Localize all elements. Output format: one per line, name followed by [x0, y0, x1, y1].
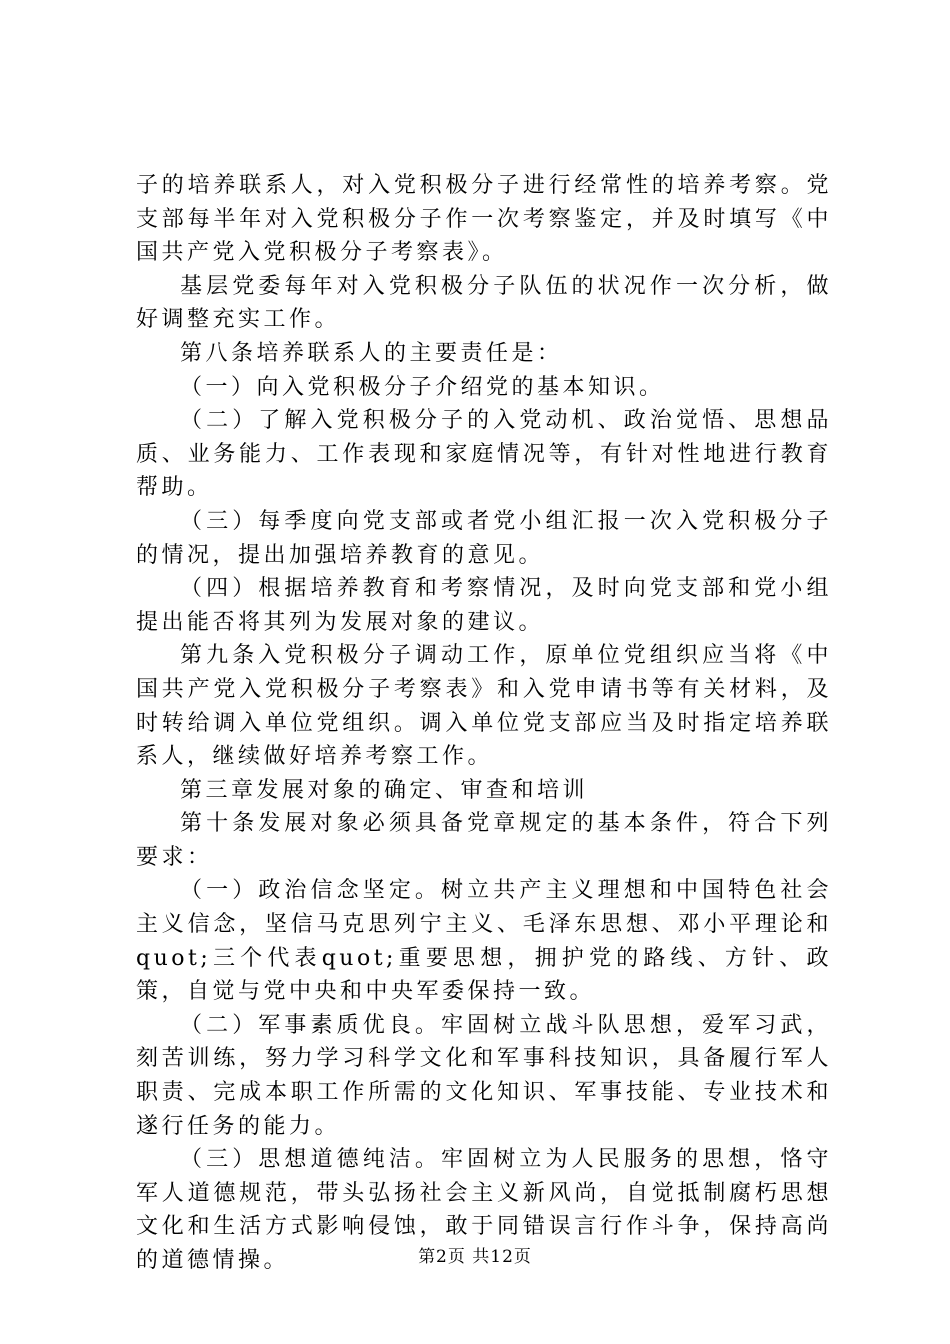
paragraph: 基层党委每年对入党积极分子队伍的状况作一次分析，做好调整充实工作。: [136, 273, 832, 333]
paragraph: （三）每季度向党支部或者党小组汇报一次入党积极分子的情况，提出加强培养教育的意见。: [136, 508, 832, 568]
document-body: [136, 169, 832, 1278]
paragraph: 子的培养联系人，对入党积极分子进行经常性的培养考察。党支部每半年对入党积极分子作一次考察鉴定，并及时填写《中国共产党入党积极分子考察表》。: [136, 173, 832, 266]
paragraph: 第三章发展对象的确定、审查和培训: [180, 777, 589, 803]
paragraph: （二）了解入党积极分子的入党动机、政治觉悟、思想品质、业务能力、工作表现和家庭情况等，有针对性地进行教育帮助。: [136, 408, 832, 501]
paragraph: 第八条培养联系人的主要责任是：: [180, 340, 563, 366]
paragraph: （三）思想道德纯洁。牢固树立为人民服务的思想，恪守军人道德规范，带头弘扬社会主义新风尚，自觉抵制腐朽思想文化和生活方式影响侵蚀，敢于同错误言行作斗争，保持高尚的道德情操。: [136, 1147, 832, 1273]
paragraph: （一）向入党积极分子介绍党的基本知识。: [180, 374, 665, 400]
paragraph: （四）根据培养教育和考察情况，及时向党支部和党小组提出能否将其列为发展对象的建议。: [136, 576, 832, 635]
page-footer: 第2页 共12页: [418, 1247, 532, 1267]
paragraph: 第十条发展对象必须具备党章规定的基本条件，符合下列要求：: [136, 811, 832, 870]
paragraph: （二）军事素质优良。牢固树立战斗队思想，爱军习武，刻苦训练，努力学习科学文化和军事科技知识，具备履行军人职责、完成本职工作所需的文化知识、军事技能、专业技术和遂行任务的能力。: [136, 1012, 832, 1139]
paragraph: （一）政治信念坚定。树立共产主义理想和中国特色社会主义信念，坚信马克思列宁主义、毛泽东思想、邓小平理论和quot;三个代表quot;重要思想，拥护党的路线、方针、政策，自觉与党中央和中央军委保持一致。: [136, 878, 832, 1005]
paragraph: 第九条入党积极分子调动工作，原单位党组织应当将《中国共产党入党积极分子考察表》和入党申请书等有关材料，及时转给调入单位党组织。调入单位党支部应当及时指定培养联系人，继续做好培养考察工作。: [136, 643, 832, 770]
